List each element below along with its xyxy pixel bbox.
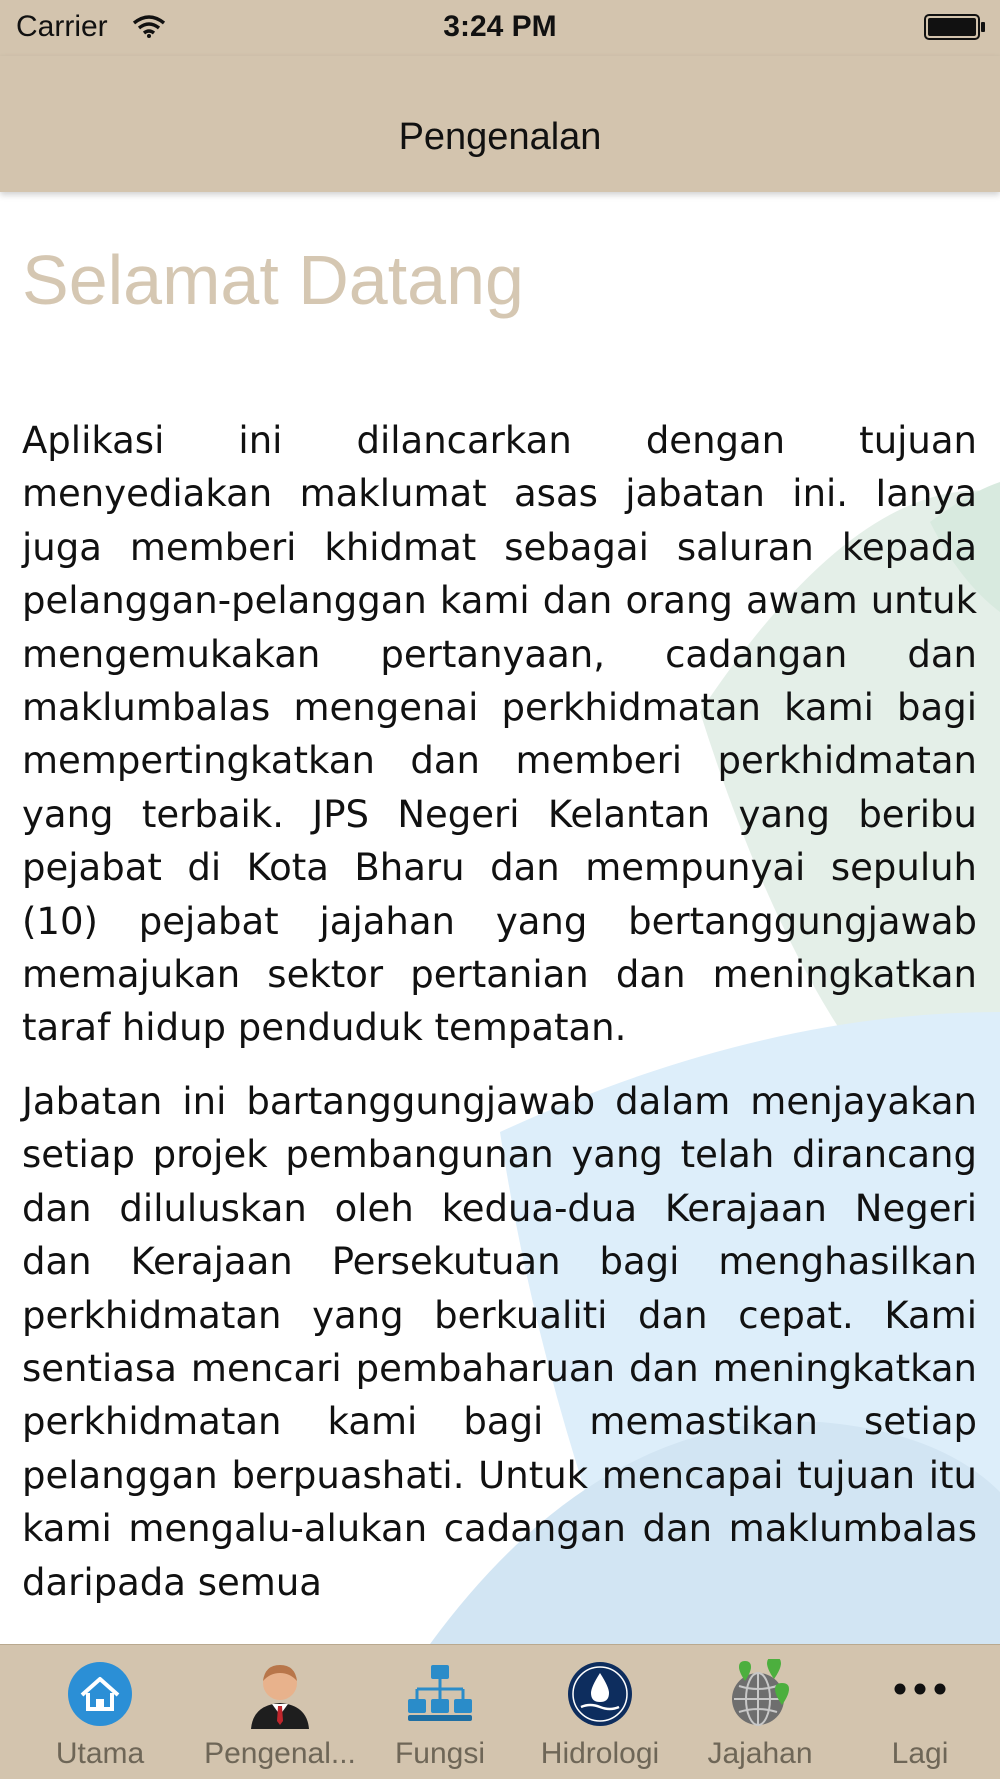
home-icon <box>65 1659 135 1729</box>
more-icon <box>885 1659 955 1729</box>
tab-pengenalan[interactable] <box>200 1645 360 1779</box>
status-bar <box>0 0 1000 56</box>
battery-icon <box>924 14 986 40</box>
page-title: Pengenalan <box>398 116 602 158</box>
content-scroll-area[interactable] <box>0 192 1000 1644</box>
person-icon <box>245 1659 315 1729</box>
intro-text <box>22 414 977 1629</box>
tab-label: Lagi <box>891 1737 949 1770</box>
paragraph: Jabatan ini bartanggungjawab dalam menjayakan setiap projek pembangunan yang telah dirancang dan diluluskan oleh kedua-dua Kerajaan Negeri dan Kerajaan Persekutuan bagi menghasilkan perkhidmatan yang berkualiti dan cepat. Kami sentiasa mencari pembaharuan dan meningkatkan perkhidmatan kami bagi memastikan setiap pelanggan berpuashati. Untuk mencapai tujuan itu kami mengalu-alukan cadangan dan maklumbalas daripada semua <box>22 1079 977 1604</box>
tab-fungsi[interactable] <box>360 1645 520 1779</box>
water-drop-icon <box>565 1659 635 1729</box>
navigation-bar <box>0 56 1000 192</box>
tab-hidrologi[interactable] <box>520 1645 680 1779</box>
tab-bar <box>0 1644 1000 1779</box>
globe-pin-icon <box>725 1659 795 1729</box>
org-chart-icon <box>405 1659 475 1729</box>
tab-label: Pengenal... <box>204 1737 356 1770</box>
tab-lagi[interactable] <box>840 1645 1000 1779</box>
tab-label: Jajahan <box>707 1737 813 1770</box>
status-time: 3:24 PM <box>443 10 557 43</box>
carrier-label: Carrier <box>16 10 108 43</box>
tab-label: Fungsi <box>394 1737 486 1770</box>
tab-jajahan[interactable] <box>680 1645 840 1779</box>
paragraph: Aplikasi ini dilancarkan dengan tujuan menyediakan maklumat asas jabatan ini. Ianya juga memberi khidmat sebagai saluran kepada pelanggan-pelanggan kami dan orang awam untuk mengemukakan pertanyaan, cadangan dan maklumbalas mengenai perkhidmatan kami bagi mempertingkatkan dan memberi perkhidmatan yang terbaik. JPS Negeri Kelantan yang beribu pejabat di Kota Bharu dan mempunyai sepuluh (10) pejabat jajahan yang bertanggungjawab memajukan sektor pertanian dan meningkatkan taraf hidup penduduk tempatan. <box>22 419 977 1050</box>
tab-utama[interactable] <box>0 1645 200 1779</box>
tab-label: Utama <box>55 1737 145 1770</box>
welcome-heading: Selamat Datang <box>22 241 524 319</box>
tab-label: Hidrologi <box>540 1737 660 1770</box>
